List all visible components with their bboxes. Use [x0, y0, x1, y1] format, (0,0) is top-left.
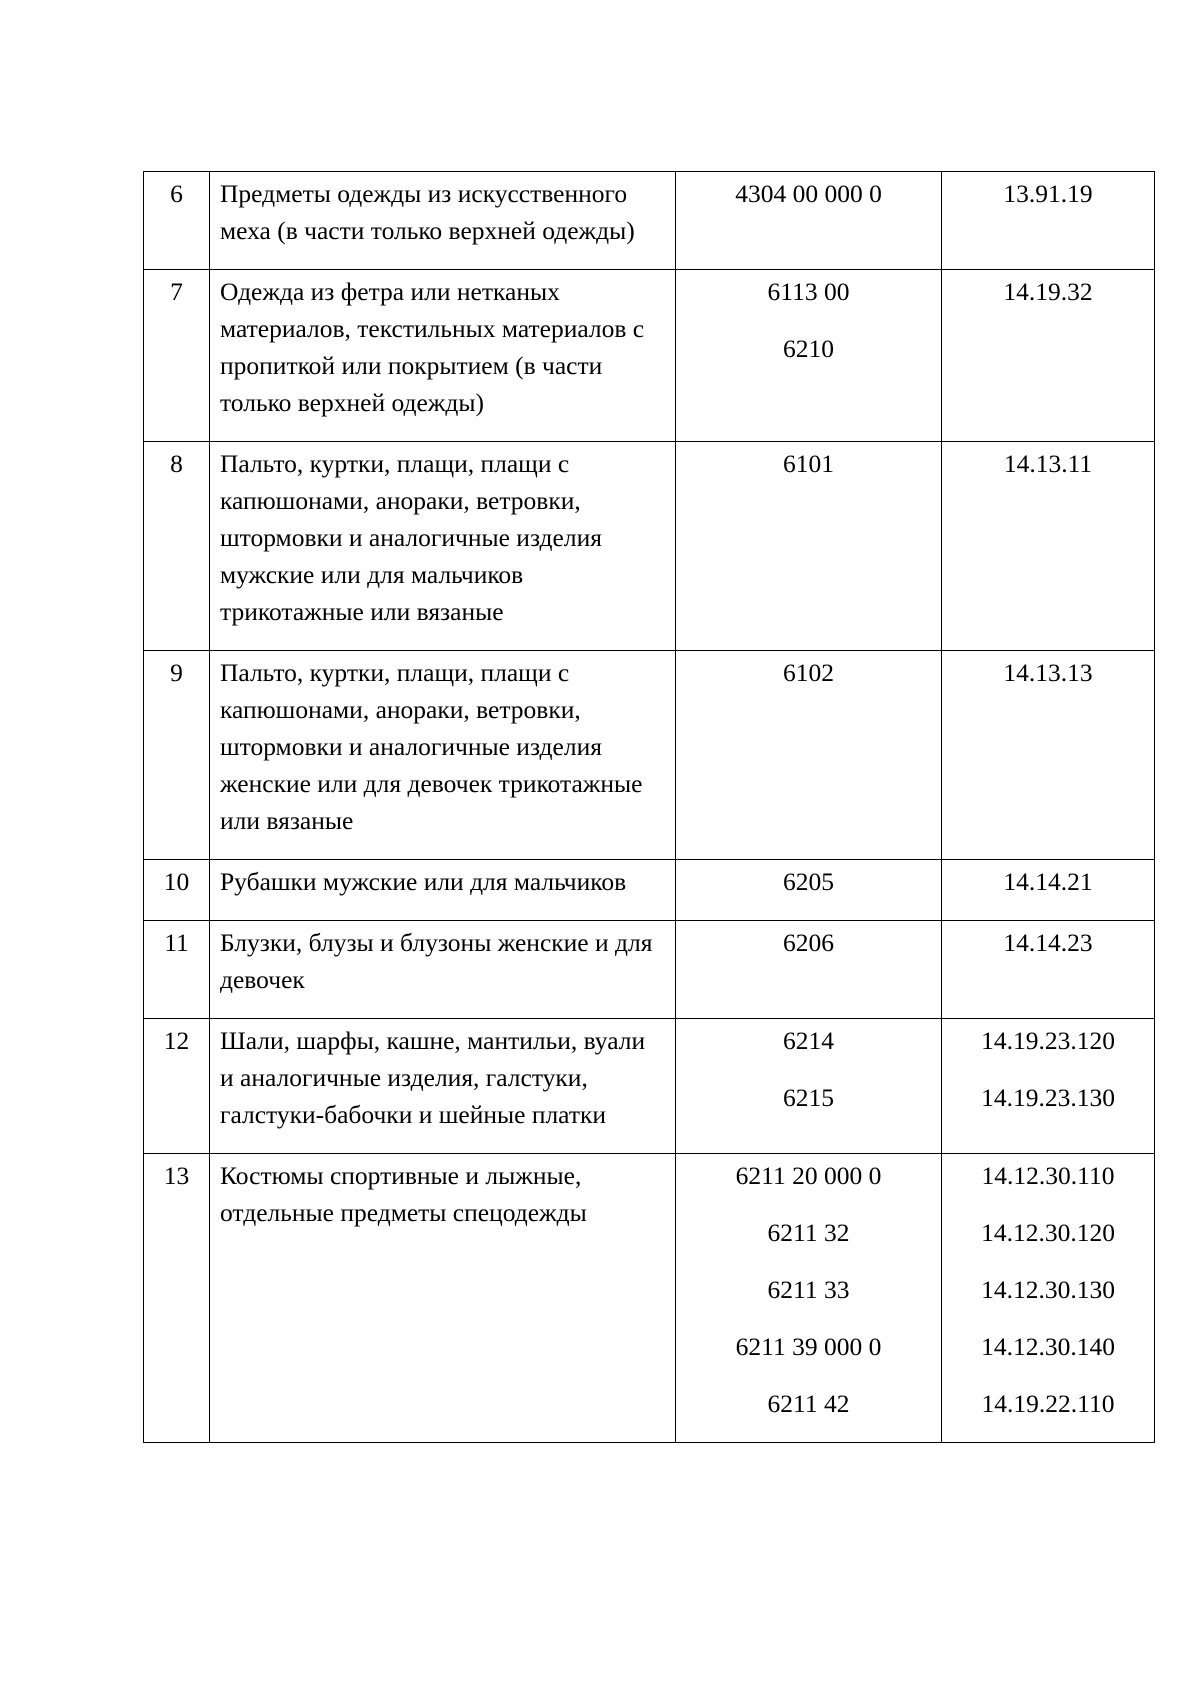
product-name: Рубашки мужские или для мальчиков [210, 860, 676, 921]
tn-ved-code: 6215 [783, 1083, 834, 1112]
tn-ved-code: 6210 [783, 334, 834, 363]
tn-ved-codes [676, 651, 942, 860]
okpd-codes [942, 651, 1155, 860]
product-name: Блузки, блузы и блузоны женские и для девочек [210, 921, 676, 1019]
okpd-code: 14.12.30.110 [981, 1161, 1115, 1190]
table-row [144, 442, 1155, 651]
okpd-codes [942, 921, 1155, 1019]
tn-ved-code: 6211 32 [767, 1218, 850, 1247]
row-number: 12 [144, 1019, 210, 1154]
tn-ved-code: 6211 33 [767, 1275, 850, 1304]
tn-ved-codes [676, 921, 942, 1019]
goods-table-body [144, 172, 1155, 1443]
goods-table [143, 171, 1155, 1443]
tn-ved-code: 6113 00 [767, 277, 850, 306]
row-number: 6 [144, 172, 210, 270]
product-name: Шали, шарфы, кашне, мантильи, вуали и аналогичные изделия, галстуки, галстуки-бабочки и шейные платки [210, 1019, 676, 1154]
tn-ved-codes [676, 860, 942, 921]
okpd-code: 14.12.30.140 [981, 1332, 1115, 1361]
tn-ved-codes [676, 1019, 942, 1154]
tn-ved-codes [676, 1154, 942, 1443]
okpd-codes [942, 442, 1155, 651]
okpd-codes [942, 270, 1155, 442]
table-row [144, 860, 1155, 921]
table-row [144, 270, 1155, 442]
tn-ved-code: 6211 42 [767, 1389, 850, 1418]
okpd-codes [942, 1154, 1155, 1443]
tn-ved-codes [676, 270, 942, 442]
tn-ved-code: 6102 [783, 658, 834, 687]
tn-ved-code: 6211 20 000 0 [735, 1161, 882, 1190]
product-name: Предметы одежды из искусственного меха (в части только верхней одежды) [210, 172, 676, 270]
product-name: Костюмы спортивные и лыжные, отдельные предметы спецодежды [210, 1154, 676, 1443]
okpd-codes [942, 172, 1155, 270]
row-number: 13 [144, 1154, 210, 1443]
okpd-code: 14.14.23 [1003, 928, 1093, 957]
product-name: Одежда из фетра или нетканых материалов, текстильных материалов с пропиткой или покрытием (в части только верхней одежды) [210, 270, 676, 442]
table-row [144, 172, 1155, 270]
tn-ved-codes [676, 442, 942, 651]
row-number: 9 [144, 651, 210, 860]
table-row [144, 651, 1155, 860]
tn-ved-code: 6205 [783, 867, 834, 896]
tn-ved-code: 6101 [783, 449, 834, 478]
product-name: Пальто, куртки, плащи, плащи с капюшонами, анораки, ветровки, штормовки и аналогичные изделия женские или для девочек трикотажные или вязаные [210, 651, 676, 860]
table-row [144, 1154, 1155, 1443]
row-number: 10 [144, 860, 210, 921]
product-name: Пальто, куртки, плащи, плащи с капюшонами, анораки, ветровки, штормовки и аналогичные изделия мужские или для мальчиков трикотажные или вязаные [210, 442, 676, 651]
row-number: 7 [144, 270, 210, 442]
row-number: 11 [144, 921, 210, 1019]
okpd-code: 14.13.13 [1003, 658, 1093, 687]
table-row [144, 921, 1155, 1019]
tn-ved-code: 6206 [783, 928, 834, 957]
okpd-code: 14.19.23.130 [981, 1083, 1115, 1112]
tn-ved-codes [676, 172, 942, 270]
okpd-code: 14.12.30.130 [981, 1275, 1115, 1304]
okpd-code: 14.19.22.110 [981, 1389, 1115, 1418]
okpd-code: 14.14.21 [1003, 867, 1093, 896]
table-row [144, 1019, 1155, 1154]
okpd-code: 13.91.19 [1003, 179, 1093, 208]
okpd-codes [942, 860, 1155, 921]
okpd-code: 14.19.23.120 [981, 1026, 1115, 1055]
okpd-code: 14.12.30.120 [981, 1218, 1115, 1247]
okpd-codes [942, 1019, 1155, 1154]
tn-ved-code: 6214 [783, 1026, 834, 1055]
tn-ved-code: 6211 39 000 0 [735, 1332, 882, 1361]
okpd-code: 14.13.11 [1003, 449, 1093, 478]
okpd-code: 14.19.32 [1003, 277, 1093, 306]
tn-ved-code: 4304 00 000 0 [735, 179, 882, 208]
row-number: 8 [144, 442, 210, 651]
